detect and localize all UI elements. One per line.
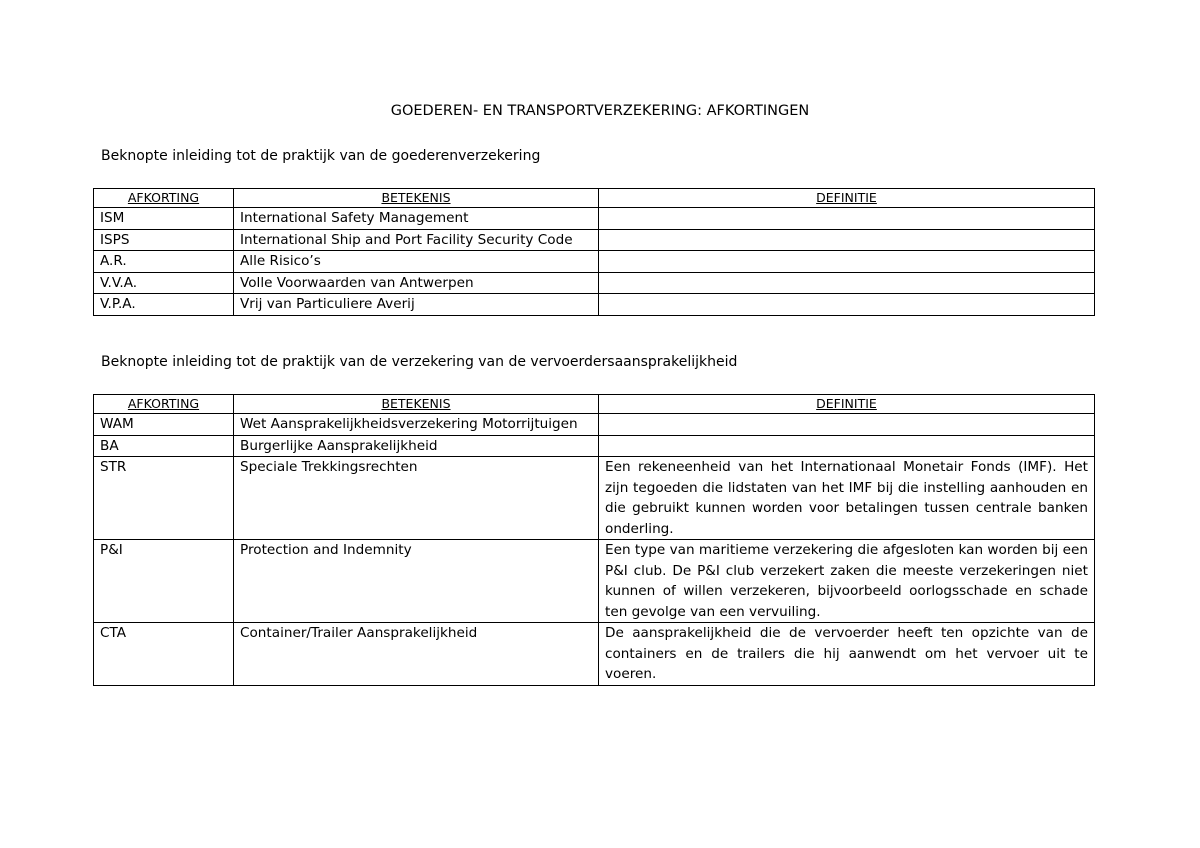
definition-cell	[599, 229, 1095, 251]
abbreviation-cell: ISM	[94, 208, 234, 230]
abbreviation-cell: WAM	[94, 414, 234, 436]
table-row	[94, 457, 1095, 540]
meaning-cell: Wet Aansprakelijkheidsverzekering Motorrijtuigen	[234, 414, 599, 436]
definition-cell	[599, 272, 1095, 294]
column-header-afkorting: AFKORTING	[94, 395, 234, 414]
column-header-definitie: DEFINITIE	[599, 395, 1095, 414]
abbreviation-table-goederenverzekering	[93, 188, 1095, 316]
definition-cell	[599, 251, 1095, 273]
table-row	[94, 623, 1095, 686]
meaning-cell: Vrij van Particuliere Averij	[234, 294, 599, 316]
definition-cell: De aansprakelijkheid die de vervoerder heeft ten opzichte van de containers en de trailers die hij aanwendt om het vervoer uit te voeren.	[599, 623, 1095, 686]
meaning-cell: International Ship and Port Facility Security Code	[234, 229, 599, 251]
abbreviation-cell: CTA	[94, 623, 234, 686]
table-row	[94, 272, 1095, 294]
meaning-cell: Burgerlijke Aansprakelijkheid	[234, 435, 599, 457]
table-row	[94, 208, 1095, 230]
meaning-cell: Volle Voorwaarden van Antwerpen	[234, 272, 599, 294]
abbreviation-table-vervoerdersaansprakelijkheid	[93, 394, 1095, 686]
column-header-afkorting: AFKORTING	[94, 189, 234, 208]
meaning-cell: Speciale Trekkingsrechten	[234, 457, 599, 540]
abbreviation-cell: BA	[94, 435, 234, 457]
table-row	[94, 435, 1095, 457]
column-header-betekenis: BETEKENIS	[234, 189, 599, 208]
table-row	[94, 414, 1095, 436]
definition-cell	[599, 435, 1095, 457]
abbreviation-cell: ISPS	[94, 229, 234, 251]
column-header-definitie: DEFINITIE	[599, 189, 1095, 208]
table-row	[94, 251, 1095, 273]
abbreviation-cell: V.P.A.	[94, 294, 234, 316]
meaning-cell: Protection and Indemnity	[234, 540, 599, 623]
abbreviation-cell: V.V.A.	[94, 272, 234, 294]
abbreviation-cell: P&I	[94, 540, 234, 623]
table-header-row	[94, 395, 1095, 414]
table-row	[94, 540, 1095, 623]
definition-cell	[599, 208, 1095, 230]
definition-cell: Een rekeneenheid van het Internationaal Monetair Fonds (IMF). Het zijn tegoeden die lidstaten van het IMF bij die instelling aanhouden en die gebruikt kunnen worden voor betalingen tussen centrale banken onderling.	[599, 457, 1095, 540]
page-title: GOEDEREN- EN TRANSPORTVERZEKERING: AFKORTINGEN	[390, 103, 810, 119]
abbreviation-cell: STR	[94, 457, 234, 540]
section-intro-vervoerdersaansprakelijkheid: Beknopte inleiding tot de praktijk van de verzekering van de vervoerdersaansprakelijkheid	[101, 354, 738, 370]
table-row	[94, 229, 1095, 251]
table-header-row	[94, 189, 1095, 208]
definition-cell	[599, 294, 1095, 316]
abbreviation-cell: A.R.	[94, 251, 234, 273]
column-header-betekenis: BETEKENIS	[234, 395, 599, 414]
meaning-cell: International Safety Management	[234, 208, 599, 230]
definition-cell: Een type van maritieme verzekering die afgesloten kan worden bij een P&I club. De P&I club verzekert zaken die meeste verzekeringen niet kunnen of willen verzekeren, bijvoorbeeld oorlogsschade en schade ten gevolge van een vervuiling.	[599, 540, 1095, 623]
definition-cell	[599, 414, 1095, 436]
meaning-cell: Container/Trailer Aansprakelijkheid	[234, 623, 599, 686]
section-intro-goederenverzekering: Beknopte inleiding tot de praktijk van de goederenverzekering	[101, 148, 541, 164]
meaning-cell: Alle Risico’s	[234, 251, 599, 273]
table-row	[94, 294, 1095, 316]
